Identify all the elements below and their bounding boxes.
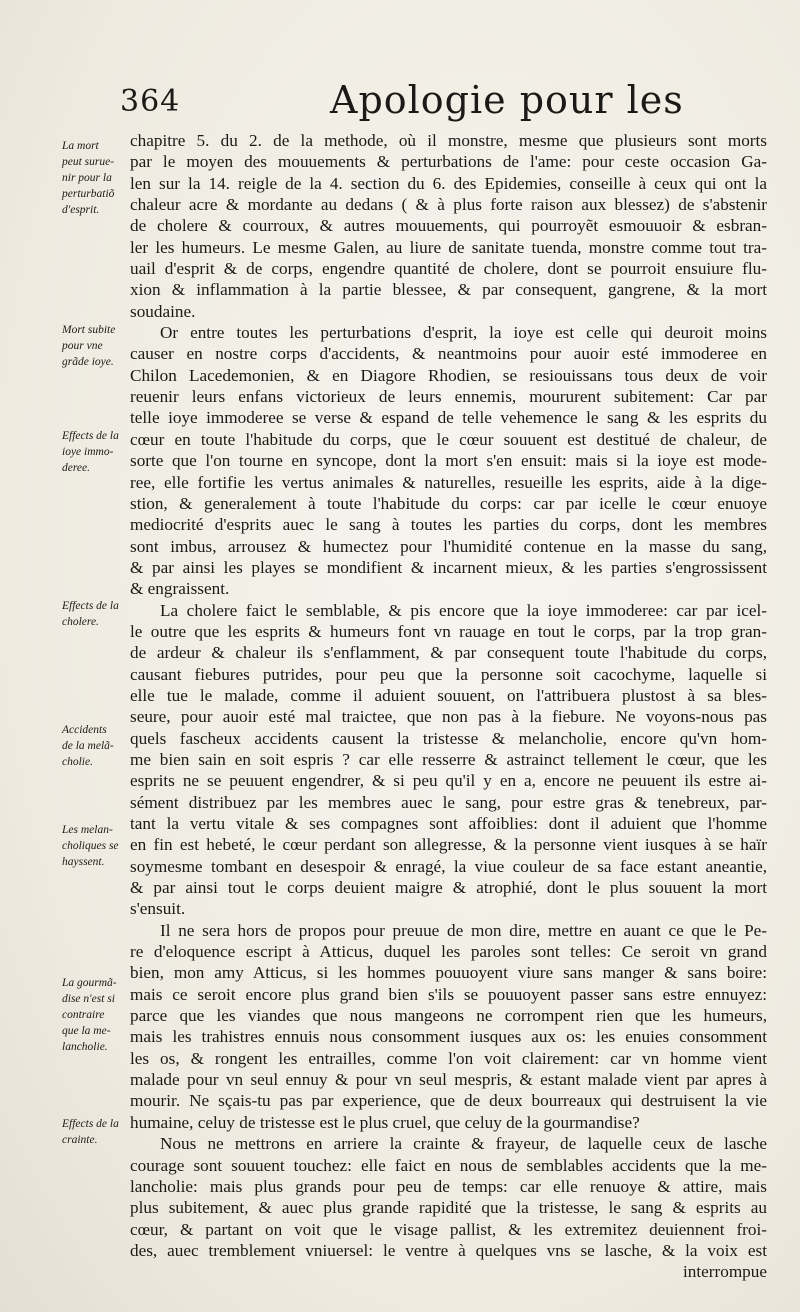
margin-note-line: Effects de la [62, 600, 119, 612]
margin-note-line: perturbatiõ [62, 188, 115, 200]
text-line: xion & inflammation à la partie blessee, & par consequent, gangrene, & la mort [130, 280, 767, 300]
margin-note-mort-subite [62, 322, 134, 370]
text-line: ree, elle fortifie les vertus animales & naturelles, resueille les esprits, aide à la dige- [130, 472, 767, 492]
text-line: humaine, celuy de tristesse est le plus cruel, que celuy de la gourmandise? [130, 1112, 640, 1132]
text-line: sément distribuez par les membres auec le sang, pour estre gras & tenebreux, par- [130, 792, 767, 812]
text-line: soudaine. [130, 301, 196, 321]
text-line: cœur, & partant on voit que le visage pallist, & les extremitez deuiennent froi- [130, 1219, 767, 1239]
page-number: 364 [120, 84, 181, 119]
text-line: re d'eloquence escript à Atticus, duquel les paroles sont telles: Ce seroit vn grand [130, 942, 767, 962]
margin-note-la-mort-peut-suruenir [62, 138, 134, 218]
text-line: Chilon Lacedemonien, & en Diagore Rhodien, se resiouissans tous deux de voir [130, 365, 767, 385]
text-line: mourir. Ne sçais-tu pas par experience, que de deux bourreaux qui destruisent la vie [130, 1091, 767, 1111]
margin-note-line: choliques se [62, 840, 119, 852]
text-line: sorte que l'on tourne en syncope, dont la mort s'en ensuit: mais si la ioye est mode- [130, 451, 767, 471]
margin-note-line: crainte. [62, 1134, 98, 1146]
text-line: bien, mon amy Atticus, si les hommes pouuoyent viure sans manger & sans boire: [130, 963, 767, 983]
margin-note-line: Les melan- [62, 824, 113, 836]
text-line: causant fiebures putrides, pour peu que la personne soit cacochyme, laquelle si [130, 664, 767, 684]
margin-note-line: grãde ioye. [62, 356, 114, 368]
text-line: reuenir leurs enfans victorieux de leurs ennemis, moururent subitement: Car par [130, 387, 767, 407]
margin-note-line: hayssent. [62, 856, 105, 868]
text-line: mediocrité d'esprits auec le sang à toutes les parties du corps, dont les membres [130, 515, 767, 535]
text-line: causer en nostre corps d'accidents, & neantmoins pour auoir esté immoderee en [130, 344, 767, 364]
margin-note-line: cholere. [62, 616, 99, 628]
margin-note-line: Effects de la [62, 1118, 119, 1130]
text-line: quels fascheux accidents causent la tristesse & melancholie, encore qu'vn hom- [130, 728, 767, 748]
margin-note-line: contraire [62, 1009, 105, 1021]
text-line: cœur en toute l'habitude du corps, que le cœur souuent est destitué de chaleur, de [130, 429, 767, 449]
text-line: le outre que les esprits & humeurs font vn rauage en tout le corps, par la trop gran- [130, 621, 767, 641]
margin-note-la-gourmandise [62, 975, 134, 1055]
text-line: telle ioye immoderee se verse & espand de telle vehemence le sang & les esprits du [130, 408, 767, 428]
text-line: tant la vertu vitale & ses compagnes sont affoiblies: dont il aduient que l'homme [130, 814, 767, 833]
margin-note-line: Mort subite [62, 324, 116, 336]
text-line: me bien sain en soit espris ? car elle resserre & astrainct tellement le cœur, que les [130, 749, 767, 769]
margin-note-effects-de-la-crainte [62, 1116, 134, 1148]
text-line: chaleur acre & mordante au dedans ( & à plus forte raison aux blessez) de s'abstenir [130, 195, 767, 215]
text-line: malade pour vn seul ennuy & pour vn seul mespris, & estant malade vient par apres à [130, 1070, 767, 1090]
text-line: & par ainsi les playes se mondifient & incarnent mieux, & les parties s'engrossissent [130, 557, 767, 577]
margin-note-line: lancholie. [62, 1041, 108, 1053]
text-line: les os, & rongent les entrailles, comme l'on voit clairement: car vn homme vient [130, 1048, 767, 1068]
text-line: parce que les viandes que nous mangeons ne corrompent rien que les humeurs, [130, 1006, 767, 1026]
margin-note-line: dise n'est si [62, 993, 115, 1005]
text-line: Il ne sera hors de propos pour preuue de mon dire, mettre en auant ce que le Pe- [160, 920, 767, 940]
text-line: de ardeur & chaleur ils s'enflamment, & par consequent toute l'habitude du corps, [130, 643, 767, 663]
text-line: des, auec tremblement vniuersel: le ventre à quelques vns se lasche, & la voix est [130, 1240, 767, 1260]
margin-note-line: que la me- [62, 1025, 111, 1037]
text-line: ler les humeurs. Le mesme Galen, au liure de sanitate tuenda, monstre comme tout tra- [130, 237, 767, 257]
margin-note-effects-de-la-cholere [62, 598, 134, 630]
text-line: chapitre 5. du 2. de la methode, où il monstre, mesme que plusieurs sont morts [130, 131, 767, 150]
text-line: Or entre toutes les perturbations d'esprit, la ioye est celle qui deuroit moins [160, 323, 767, 343]
margin-note-line: nir pour la [62, 172, 112, 184]
margin-note-line: Accidents [62, 724, 107, 736]
text-line: soymesme tombant en desespoir & enragé, la viue couleur de sa face estant aneantie, [130, 856, 767, 876]
text-line: elle tue le malade, comme il aduient souuent, on l'attribuera plustost à sa bles- [130, 685, 767, 705]
margin-note-line: d'esprit. [62, 204, 100, 216]
margin-note-line: ioye immo- [62, 446, 114, 458]
text-line: lancholie: mais plus grands pour peu de temps: car elle renuoye & attire, mais [130, 1176, 767, 1196]
text-line: de cholere & courroux, & autres mouuements, qui pourroyẽt esmouuoir & esbran- [130, 216, 767, 236]
text-line: & par ainsi tout le corps deuient maigre & atrophié, dont le plus souuent la mort [130, 878, 767, 898]
body-text [130, 130, 767, 1283]
page-header [120, 78, 770, 122]
margin-note-line: peut suruе- [62, 156, 115, 168]
margin-note-line: cholie. [62, 756, 93, 768]
margin-note-accidents-melancholie [62, 722, 134, 770]
text-line: s'ensuit. [130, 899, 186, 919]
text-line: mais ce seroit encore plus grand bien s'ils se pouuoyent passer sans estre ennuyez: [130, 984, 767, 1004]
text-line: esprits ne se peuuent engendrer, & si peu qu'il y en a, encore ne peuuent ils estre ai- [130, 771, 767, 791]
text-line: par le moyen des mouuements & perturbations de l'ame: pour ceste occasion Ga- [130, 152, 767, 172]
margin-note-les-melancholiques [62, 822, 134, 870]
text-line: interrompue [683, 1262, 767, 1282]
margin-note-line: Effects de la [62, 430, 119, 442]
text-line: stion, & generalement à toute l'habitude du corps: car par icelle le cœur enuoye [130, 493, 767, 513]
text-line: & engraissent. [130, 579, 230, 599]
running-head: Apologie pour les [330, 78, 684, 122]
margin-note-line: La mort [62, 140, 99, 152]
margin-note-line: La gourmã- [62, 977, 117, 989]
text-line: plus subitement, & auec plus grande rapidité que la tristesse, le sang & esprits au [130, 1198, 767, 1218]
text-line: La cholere faict le semblable, & pis encore que la ioye immoderee: car par icel- [160, 600, 767, 620]
margin-note-line: pour vne [62, 340, 103, 352]
text-line: en fin est hebeté, le cœur perdant son allegresse, & la personne vient iusques à se haïr [130, 835, 767, 855]
text-line: mais les trahistres ennuis nous consomment iusques aux os: les enuies consomment [130, 1027, 767, 1047]
text-line: seure, pour auoir esté mal traictee, que non pas à la fiebure. Ne voyons-nous pas [130, 707, 767, 727]
text-line: courage sont souuent touchez: elle faict en nous de semblables accidents que la me- [130, 1155, 767, 1175]
margin-note-effects-de-la-ioye [62, 428, 134, 476]
margin-note-line: deree. [62, 462, 90, 474]
text-line: sont imbus, arrousez & humectez pour l'humidité contenue en la masse du sang, [130, 536, 767, 556]
margin-note-line: de la melã- [62, 740, 114, 752]
text-line: uail d'esprit & de corps, engendre quantité de cholere, dont se pourroit ensuiure flu- [130, 259, 767, 279]
text-line: len sur la 14. reigle de la 4. section du 6. des Epidemies, conseille à ceux qui ont la [130, 173, 767, 193]
text-line: Nous ne mettrons en arriere la crainte & frayeur, de laquelle ceux de lasche [160, 1134, 767, 1154]
